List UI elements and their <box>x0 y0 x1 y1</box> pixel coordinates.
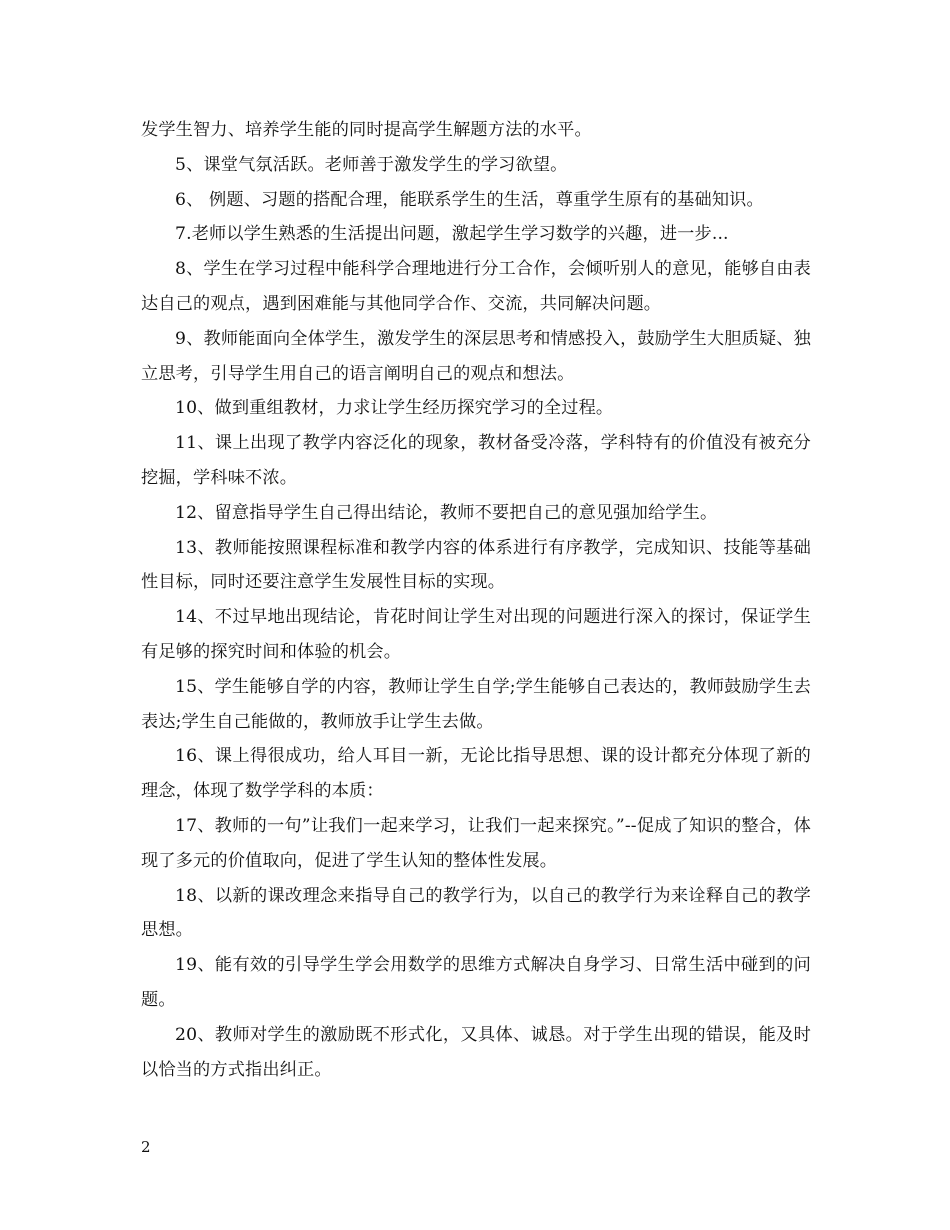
paragraph-item-19: 19、能有效的引导学生学会用数学的思维方式解决自身学习、日常生活中碰到的问题。 <box>141 955 811 1010</box>
page-number: 2 <box>141 1138 151 1156</box>
paragraph-item-14: 14、不过早地出现结论，肯花时间让学生对出现的问题进行深入的探讨，保证学生有足够的探究时间和体验的机会。 <box>141 607 811 662</box>
paragraph-item-9: 9、教师能面向全体学生，激发学生的深层思考和情感投入，鼓励学生大胆质疑、独立思考，引导学生用自己的语言阐明自己的观点和想法。 <box>141 328 811 384</box>
paragraph-item-10: 10、做到重组教材，力求让学生经历探究学习的全过程。 <box>175 398 614 419</box>
paragraph-continuation: 发学生智力、培养学生能的同时提高学生解题方法的水平。 <box>141 120 592 140</box>
paragraph-item-18: 18、以新的课改理念来指导自己的教学行为，以自己的教学行为来诠释自己的教学思想。 <box>141 885 811 941</box>
paragraph-item-17: 17、教师的一句”让我们一起来学习，让我们一起来探究。”--促成了知识的整合，体现了多元的价值取向，促进了学生认知的整体性发展。 <box>141 815 811 871</box>
paragraph-item-15: 15、学生能够自学的内容，教师让学生自学;学生能够自己表达的，教师鼓励学生去表达;学生自己能做的，教师放手让学生去做。 <box>141 676 811 732</box>
paragraph-item-5: 5、课堂气氛活跃。老师善于激发学生的学习欲望。 <box>175 154 568 175</box>
paragraph-item-13: 13、教师能按照课程标准和教学内容的体系进行有序教学，完成知识、技能等基础性目标，同时还要注意学生发展性目标的实现。 <box>141 537 811 593</box>
document-body <box>141 113 811 1087</box>
paragraph-item-11: 11、课上出现了教学内容泛化的现象，教材备受冷落，学科特有的价值没有被充分挖掘，学科味不浓。 <box>141 433 811 488</box>
paragraph-item-8: 8、学生在学习过程中能科学合理地进行分工合作，会倾听别人的意见，能够自由表达自己的观点，遇到困难能与其他同学合作、交流，共同解决问题。 <box>141 259 811 314</box>
paragraph-item-12: 12、留意指导学生自己得出结论，教师不要把自己的意见强加给学生。 <box>175 502 718 523</box>
paragraph-item-16: 16、课上得很成功，给人耳目一新，无论比指导思想、课的设计都充分体现了新的理念，体现了数学学科的本质： <box>141 746 811 802</box>
paragraph-item-6: 6、 例题、习题的搭配合理，能联系学生的生活，尊重学生原有的基础知识。 <box>175 189 764 210</box>
paragraph-item-20: 20、教师对学生的激励既不形式化，又具体、诚恳。对于学生出现的错误，能及时以恰当的方式指出纠正。 <box>141 1024 811 1080</box>
paragraph-item-7: 7.老师以学生熟悉的生活提出问题，激起学生学习数学的兴趣，进一步... <box>175 224 729 245</box>
